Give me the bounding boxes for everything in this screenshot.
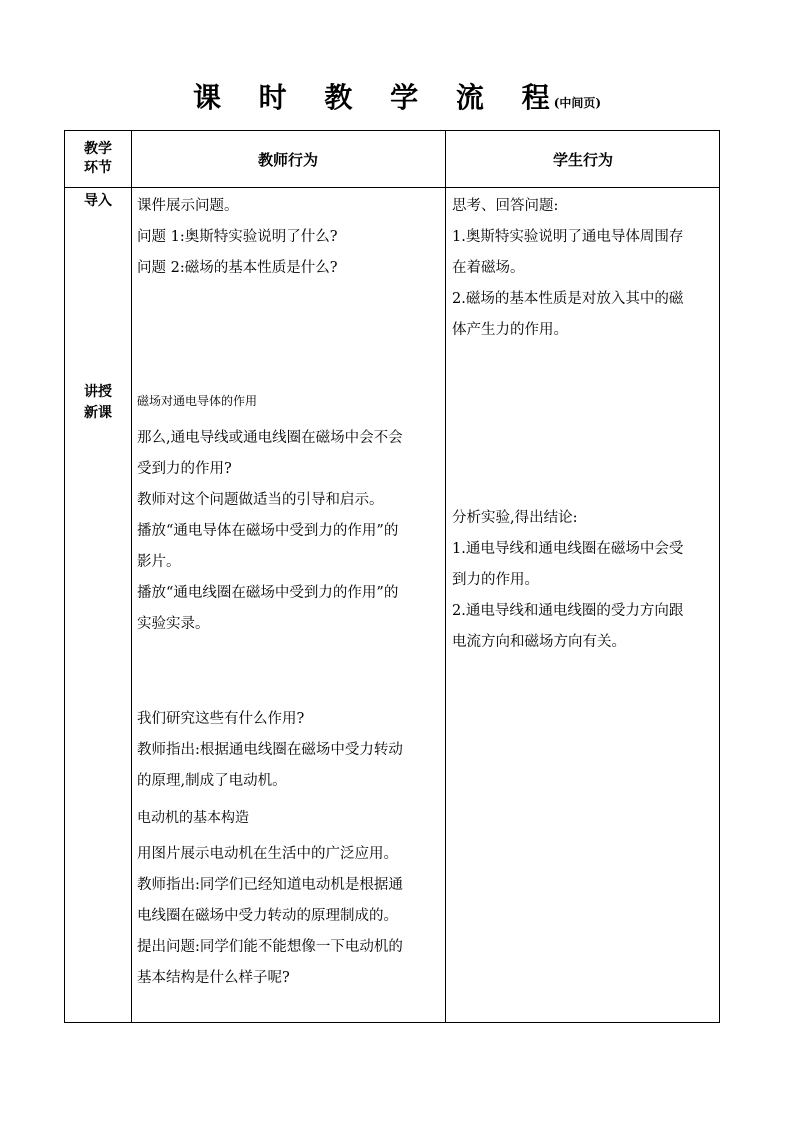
teacher-line: 那么,通电导线或通电线圈在磁场中会不会 xyxy=(137,430,403,446)
teacher-line: 电线圈在磁场中受力转动的原理制成的。 xyxy=(137,908,398,924)
stage-lecture-line1: 讲授 xyxy=(84,384,112,400)
header-divider xyxy=(65,187,719,188)
stage-lecture-line2: 新课 xyxy=(84,405,112,421)
header-teacher: 教师行为 xyxy=(257,150,318,169)
stage-lecture xyxy=(65,382,131,424)
student-line: 思考、回答问题: xyxy=(452,198,559,214)
student-line: 分析实验,得出结论: xyxy=(452,510,578,526)
header-stage-line1: 教学 xyxy=(84,141,112,157)
stage-intro: 导入 xyxy=(84,193,112,209)
page-title xyxy=(0,76,794,116)
teacher-subheading: 电动机的基本构造 xyxy=(137,810,249,826)
student-line: 到力的作用。 xyxy=(452,572,539,588)
teacher-line: 问题 1:奥斯特实验说明了什么? xyxy=(137,229,338,245)
teacher-line: 基本结构是什么样子呢? xyxy=(137,970,290,986)
student-line: 2.通电导线和通电线圈的受力方向跟 xyxy=(452,603,684,619)
teacher-line: 教师对这个问题做适当的引导和启示。 xyxy=(137,492,384,508)
teacher-line: 问题 2:磁场的基本性质是什么? xyxy=(137,260,338,276)
teacher-line: 的原理,制成了电动机。 xyxy=(137,773,287,789)
header-stage-line2: 环节 xyxy=(84,160,112,176)
teacher-line: 教师指出:同学们已经知道电动机是根据通 xyxy=(137,877,403,893)
teacher-line: 课件展示问题。 xyxy=(137,198,239,214)
teacher-line: 影片。 xyxy=(137,554,181,570)
header-student: 学生行为 xyxy=(552,150,613,169)
teacher-line: 教师指出:根据通电线圈在磁场中受力转动 xyxy=(137,742,403,758)
teacher-line: 用图片展示电动机在生活中的广泛应用。 xyxy=(137,846,398,862)
student-line: 1.通电导线和通电线圈在磁场中会受 xyxy=(452,541,684,557)
teacher-line: 实验实录。 xyxy=(137,616,210,632)
title-suffix: (中间页) xyxy=(553,96,602,110)
teacher-subheading: 磁场对通电导体的作用 xyxy=(137,394,258,408)
student-line: 体产生力的作用。 xyxy=(452,322,568,338)
teacher-line: 我们研究这些有什么作用? xyxy=(137,711,305,727)
title-main: 课 时 教 学 流 程 xyxy=(192,81,564,114)
column-divider xyxy=(131,131,132,1022)
student-line: 在着磁场。 xyxy=(452,260,525,276)
column-divider xyxy=(445,131,446,1022)
header-stage xyxy=(65,131,131,187)
student-line: 电流方向和磁场方向有关。 xyxy=(452,634,626,650)
teacher-line: 播放“通电导体在磁场中受到力的作用”的 xyxy=(137,523,399,539)
student-line: 1.奥斯特实验说明了通电导体周围存 xyxy=(452,229,684,245)
teacher-line: 提出问题:同学们能不能想像一下电动机的 xyxy=(137,939,403,955)
student-line: 2.磁场的基本性质是对放入其中的磁 xyxy=(452,291,684,307)
lesson-flow-table xyxy=(64,130,720,1023)
teacher-line: 受到力的作用? xyxy=(137,461,232,477)
teacher-line: 播放“通电线圈在磁场中受到力的作用”的 xyxy=(137,585,399,601)
